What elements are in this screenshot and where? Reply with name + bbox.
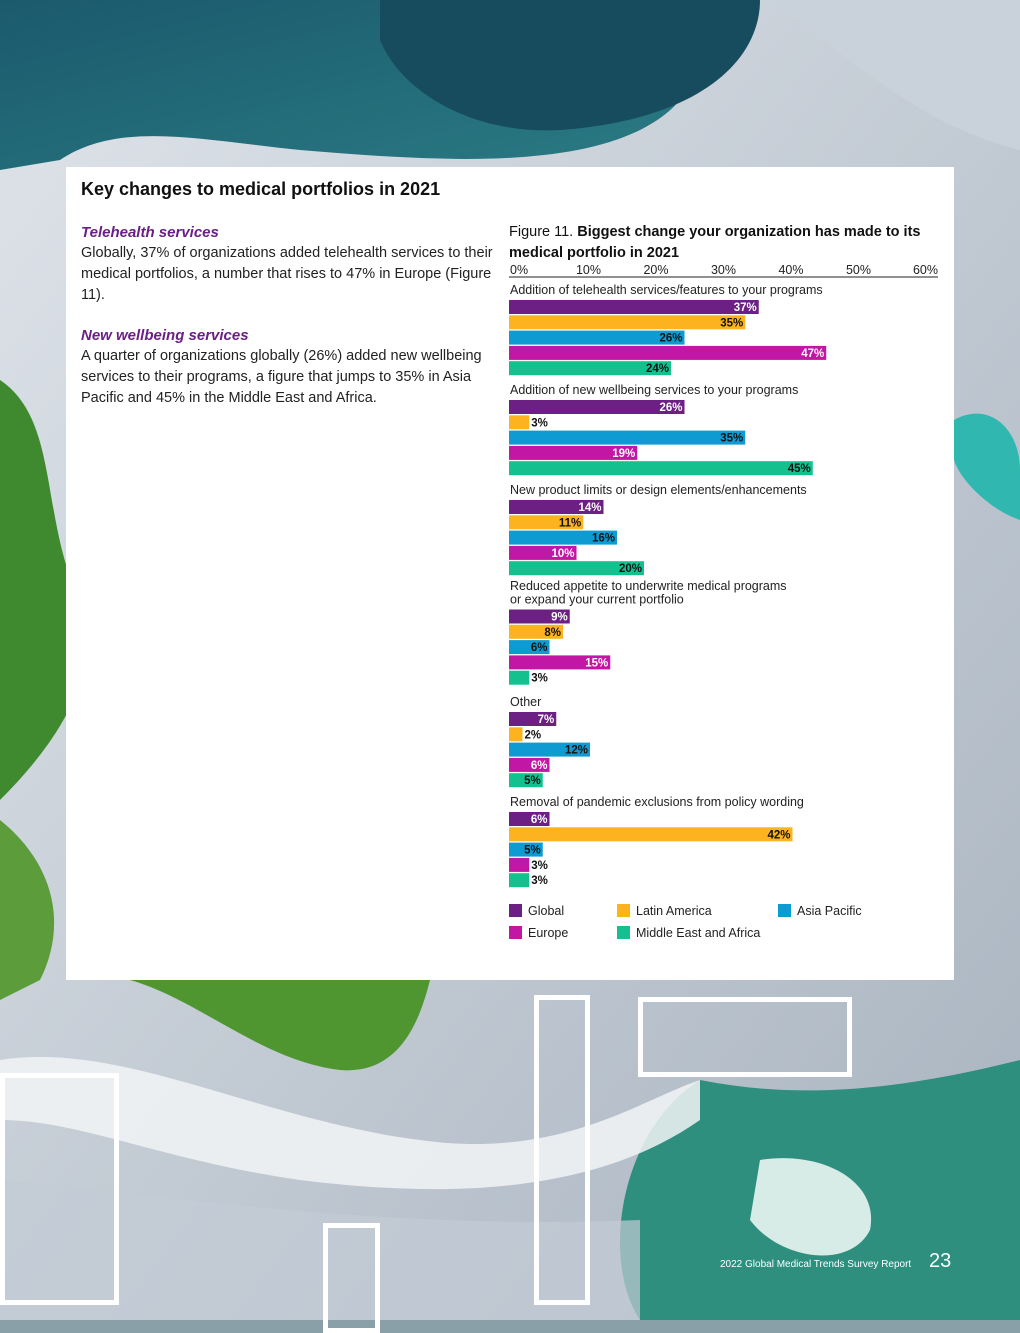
x-tick-label: 60%	[912, 263, 938, 277]
figure-title: Biggest change your organization has made to its medical portfolio in 2021	[509, 224, 921, 261]
bar	[509, 671, 529, 685]
bar-data-label: 10%	[551, 547, 575, 560]
legend-label: Global	[528, 904, 565, 918]
legend-label: Europe	[528, 926, 569, 940]
report-name: 2022 Global Medical Trends Survey Report	[720, 1259, 912, 1270]
figure-label: Figure 11.	[509, 224, 574, 240]
bar	[509, 873, 529, 887]
content-card	[66, 167, 954, 980]
bar-data-label: 20%	[618, 563, 642, 576]
x-tick-label: 50%	[845, 263, 872, 277]
bar	[509, 331, 685, 345]
bar-data-label: 6%	[530, 814, 548, 826]
x-tick-label: 40%	[778, 263, 804, 277]
section-heading-wellbeing: New wellbeing services	[81, 327, 249, 344]
bar	[509, 315, 745, 329]
card-title: Key changes to medical portfolios in 2021	[81, 179, 441, 199]
bar	[509, 415, 529, 429]
bar	[509, 858, 529, 872]
legend-swatch	[509, 904, 522, 917]
bar	[509, 346, 826, 360]
bar-data-label: 3%	[531, 875, 548, 888]
bar-data-label: 47%	[801, 347, 825, 360]
legend-label: Latin America	[636, 904, 712, 918]
bar-data-label: 37%	[733, 302, 757, 314]
x-tick-label: 20%	[643, 263, 669, 277]
bar-data-label: 14%	[578, 502, 602, 514]
bar	[509, 300, 759, 314]
category-label: or expand your current portfolio	[510, 592, 684, 607]
legend-swatch	[778, 904, 791, 917]
category-label: Addition of new wellbeing services to your programs	[510, 383, 799, 397]
bar-data-label: 3%	[531, 672, 548, 685]
legend-swatch	[617, 926, 630, 939]
category-label: Addition of telehealth services/features to your programs	[510, 283, 823, 297]
section-body-telehealth: Globally, 37% of organizations added telehealth services to their medical portfolios, a number that rises to 47% in Europe (Figure 11).	[81, 245, 493, 303]
bar-data-label: 42%	[767, 829, 791, 842]
legend-swatch	[509, 926, 522, 939]
bar-data-label: 12%	[564, 744, 588, 757]
section-body-wellbeing: A quarter of organizations globally (26%) added new wellbeing services to their programs, a figure that jumps to 35% in Asia Pacific and 45% in the Middle East and Africa.	[81, 348, 482, 406]
decorative-frame	[323, 1223, 380, 1333]
bar	[509, 431, 745, 445]
bar	[509, 727, 523, 741]
page-number: 23	[929, 1250, 952, 1272]
decorative-frame	[534, 995, 590, 1305]
category-label: Reduced appetite to underwrite medical programs	[510, 579, 787, 593]
bar	[509, 400, 685, 414]
bar-chart	[66, 167, 954, 980]
decorative-frame	[0, 1073, 119, 1305]
section-heading-telehealth: Telehealth services	[81, 224, 219, 241]
bar-data-label: 7%	[537, 714, 555, 726]
legend-label: Middle East and Africa	[636, 926, 761, 940]
bar-data-label: 9%	[551, 611, 568, 624]
bar-data-label: 5%	[524, 844, 541, 857]
category-label: Removal of pandemic exclusions from policy wording	[510, 795, 804, 809]
legend-label: Asia Pacific	[797, 904, 862, 918]
bar-data-label: 6%	[530, 642, 548, 655]
bar-data-label: 35%	[720, 317, 744, 330]
x-tick-label: 30%	[710, 263, 737, 277]
bar-data-label: 35%	[720, 432, 744, 445]
bar-data-label: 2%	[524, 729, 542, 742]
x-tick-label: 10%	[575, 263, 602, 277]
bar-data-label: 24%	[645, 363, 669, 376]
bar	[509, 827, 793, 841]
bar-data-label: 26%	[659, 332, 683, 345]
category-label: New product limits or design elements/enhancements	[510, 483, 807, 497]
bar-data-label: 8%	[544, 626, 561, 639]
bar-data-label: 45%	[787, 463, 811, 476]
bar-data-label: 15%	[585, 657, 609, 670]
bar-data-label: 3%	[531, 417, 548, 430]
bar-data-label: 26%	[659, 402, 683, 414]
bar	[509, 461, 813, 475]
legend-swatch	[617, 904, 630, 917]
x-tick-label: 0%	[510, 263, 529, 277]
bar-data-label: 16%	[591, 532, 615, 545]
bar-data-label: 6%	[530, 759, 548, 772]
bar-data-label: 19%	[612, 447, 636, 460]
decorative-frame	[638, 997, 852, 1077]
bar-data-label: 3%	[531, 859, 548, 872]
bar-data-label: 5%	[524, 775, 541, 788]
category-label: Other	[510, 695, 542, 709]
bar-data-label: 11%	[558, 517, 582, 530]
